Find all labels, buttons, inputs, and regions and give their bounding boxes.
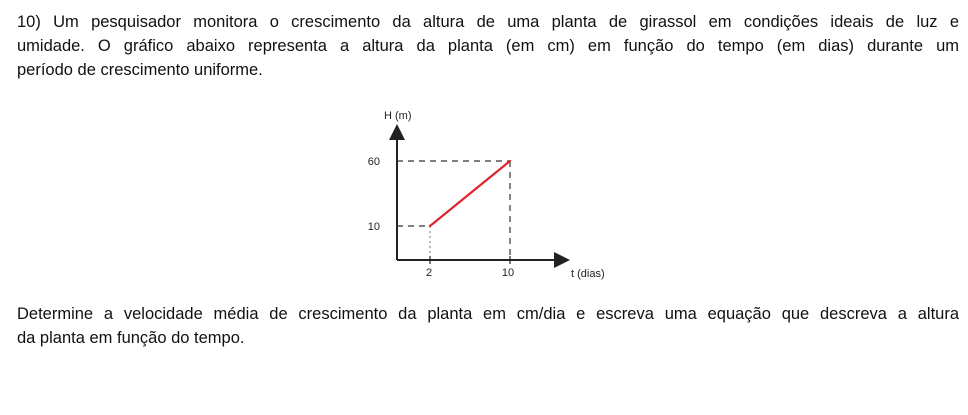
x-tick-label-10: 10 [501,267,515,279]
series-line [430,161,510,226]
question-line-2: umidade. O gráfico abaixo representa a altura da planta (em cm) em função do tempo (em dias) durante um [17,37,959,55]
instruction-text [17,302,959,350]
y-axis-label: H (m) [384,110,412,122]
instruction-line-2: da planta em função do tempo. [17,329,245,347]
y-tick-label-60: 60 [367,156,380,168]
instruction-line-1: Determine a velocidade média de crescimento da planta em cm/dia e escreva uma equação que descreva a altura [17,305,959,323]
question-line-1: 10) Um pesquisador monitora o crescimento da altura de uma planta de girassol em condições ideais de luz e [17,13,959,31]
question-line-3: período de crescimento uniforme. [17,61,263,79]
x-tick-label-2: 2 [425,267,433,279]
x-axis-label: t (dias) [571,268,605,280]
y-tick-label-10: 10 [367,221,380,233]
